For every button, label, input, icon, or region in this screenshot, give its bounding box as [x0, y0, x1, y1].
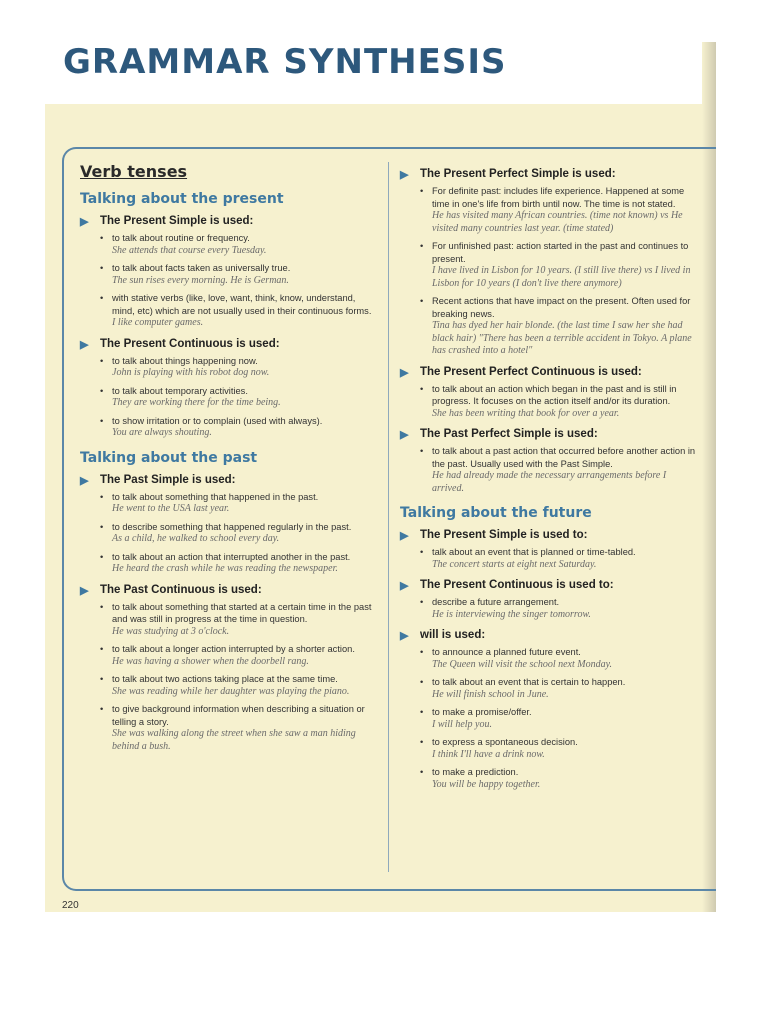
page-margin [716, 42, 768, 912]
main-heading: Verb tenses [80, 162, 188, 181]
rule-list [420, 185, 700, 358]
example-sentence: I will help you. [432, 718, 492, 730]
triangle-bullet-icon: ▶ [400, 630, 409, 642]
rule-text: to talk about temporary activities. [112, 385, 248, 396]
rule-item [100, 385, 380, 410]
rule-heading [80, 584, 380, 597]
rule-heading-label: The Past Simple is used: [100, 473, 236, 486]
rule-text: to show irritation or to complain (used with always). [112, 415, 323, 426]
example-sentence: I think I'll have a drink now. [432, 748, 545, 760]
section-heading: Talking about the present [80, 191, 284, 207]
example-sentence: I like computer games. [112, 317, 204, 328]
rule-heading [400, 529, 700, 542]
example-sentence: She was reading while her daughter was playing the piano. [112, 685, 350, 697]
example-sentence: John is playing with his robot dog now. [112, 367, 270, 378]
rule-item [100, 415, 380, 440]
rule-list [420, 546, 700, 571]
rule-item [100, 703, 380, 753]
rule-text: For unfinished past: action started in the past and continues to present. [432, 241, 689, 264]
rule-item [420, 240, 700, 290]
triangle-bullet-icon: ▶ [80, 584, 89, 597]
rule-list [100, 601, 380, 754]
rule-heading-label: The Past Continuous is used: [100, 583, 262, 596]
example-sentence: He will finish school in June. [432, 688, 549, 700]
rule-text: to make a prediction. [432, 767, 519, 777]
triangle-bullet-icon: ▶ [400, 580, 409, 592]
rule-text: to talk about an action which began in the past and is still in progress. It focuses on the action itself and/or its duration. [432, 383, 677, 406]
rule-heading [80, 338, 380, 351]
rule-item [100, 262, 380, 287]
rule-heading [400, 579, 700, 592]
example-sentence: She has been writing that book for over a year. [432, 407, 620, 419]
rule-list [420, 445, 700, 495]
column-divider [388, 162, 389, 872]
page-title: GRAMMAR SYNTHESIS [63, 42, 507, 82]
rule-heading [80, 474, 380, 487]
example-sentence: I have lived in Lisbon for 10 years. (I still live there) vs I lived in Lisbon for 10 years (I don't live there anymore) [432, 265, 691, 289]
rule-heading-label: The Present Simple is used to: [420, 529, 588, 541]
triangle-bullet-icon: ▶ [80, 216, 89, 228]
rule-list [100, 232, 380, 330]
page-number: 220 [62, 900, 79, 911]
rule-item [100, 292, 380, 330]
rule-text: to talk about something that happened in the past. [112, 491, 319, 502]
example-sentence: She was walking along the street when she saw a man hiding behind a bush. [112, 728, 356, 752]
section-heading: Talking about the future [400, 505, 592, 521]
title-band [45, 42, 716, 104]
rule-item [420, 383, 700, 421]
rule-heading [400, 428, 700, 441]
rule-text: to talk about an action that interrupted another in the past. [112, 551, 351, 562]
triangle-bullet-icon: ▶ [80, 338, 89, 351]
triangle-bullet-icon: ▶ [80, 474, 89, 487]
rule-text: to express a spontaneous decision. [432, 737, 578, 747]
rule-text: to talk about a longer action interrupted by a shorter action. [112, 644, 355, 654]
rule-text: to talk about something that started at a certain time in the past and was still in progress at the time in question. [112, 601, 372, 624]
rule-text: to announce a planned future event. [432, 647, 581, 657]
rule-item [420, 596, 700, 621]
rule-text: to talk about routine or frequency. [112, 233, 250, 243]
rule-text: to talk about facts taken as universally true. [112, 263, 291, 273]
rule-item [420, 185, 700, 235]
rule-text: to talk about things happening now. [112, 355, 258, 366]
rule-item [100, 643, 380, 668]
rule-item [420, 706, 700, 731]
rule-heading-label: will is used: [420, 629, 486, 641]
rule-list [420, 383, 700, 421]
rule-heading-label: The Present Continuous is used to: [420, 579, 614, 591]
triangle-bullet-icon: ▶ [400, 169, 409, 181]
rule-item [420, 676, 700, 701]
example-sentence: He went to the USA last year. [112, 503, 230, 514]
rule-list [420, 596, 700, 621]
rule-heading-label: The Past Perfect Simple is used: [420, 428, 598, 440]
rule-heading [80, 215, 380, 228]
example-sentence: The Queen will visit the school next Monday. [432, 658, 612, 670]
rule-item [420, 445, 700, 495]
rule-item [100, 355, 380, 380]
example-sentence: She attends that course every Tuesday. [112, 244, 267, 256]
rule-item [420, 295, 700, 358]
rule-text: to talk about an event that is certain to happen. [432, 677, 626, 687]
rule-text: to describe something that happened regularly in the past. [112, 521, 352, 532]
example-sentence: They are working there for the time being. [112, 397, 281, 408]
rule-item [100, 491, 380, 516]
rule-heading [400, 629, 700, 642]
rule-text: For definite past: includes life experience. Happened at some time in one's life from birth until now. The time is not stated. [432, 186, 685, 209]
rule-item [420, 766, 700, 791]
example-sentence: He heard the crash while he was reading the newspaper. [112, 563, 338, 574]
rule-heading-label: The Present Continuous is used: [100, 337, 280, 350]
rule-list [100, 491, 380, 576]
rule-text: to make a promise/offer. [432, 707, 532, 717]
example-sentence: The sun rises every morning. He is German. [112, 274, 289, 286]
rule-item [100, 551, 380, 576]
rule-item [420, 546, 700, 571]
example-sentence: You are always shouting. [112, 427, 212, 438]
right-column [400, 160, 700, 796]
rule-item [100, 601, 380, 639]
section-heading: Talking about the past [80, 449, 258, 466]
example-sentence: He has visited many African countries. (time not known) vs He visited many countries last year. (time stated) [432, 210, 683, 234]
rule-item [100, 232, 380, 257]
rule-heading-label: The Present Perfect Simple is used: [420, 168, 616, 180]
rule-text: talk about an event that is planned or time-tabled. [432, 547, 636, 557]
example-sentence: The concert starts at eight next Saturday. [432, 558, 597, 570]
rule-item [100, 521, 380, 546]
rule-heading [400, 168, 700, 181]
rule-text: describe a future arrangement. [432, 597, 560, 607]
example-sentence: He had already made the necessary arrangements before I arrived. [432, 470, 667, 494]
example-sentence: You will be happy together. [432, 778, 541, 790]
rule-item [420, 646, 700, 671]
example-sentence: As a child, he walked to school every day. [112, 533, 280, 544]
left-column [80, 162, 380, 758]
rule-text: to talk about a past action that occurred before another action in the past. Usually used with the Past Simple. [432, 446, 696, 469]
example-sentence: He was studying at 3 o'clock. [112, 625, 230, 637]
example-sentence: Tina has dyed her hair blonde. (the last time I saw her she had black hair) "There has been a terrible accident in Tokyo. A plane has crashed into a hotel" [432, 320, 692, 356]
rule-heading-label: The Present Perfect Continuous is used: [420, 365, 642, 378]
rule-heading [400, 366, 700, 379]
triangle-bullet-icon: ▶ [400, 366, 409, 379]
rule-heading-label: The Present Simple is used: [100, 215, 254, 227]
rule-text: Recent actions that have impact on the present. Often used for breaking news. [432, 296, 691, 319]
rule-item [100, 673, 380, 698]
triangle-bullet-icon: ▶ [400, 429, 409, 441]
rule-item [420, 736, 700, 761]
rule-text: with stative verbs (like, love, want, think, know, understand, mind, etc) which are not usually used in their continuous forms. [112, 293, 372, 316]
rule-list [100, 355, 380, 440]
rule-text: to give background information when describing a situation or telling a story. [112, 704, 365, 727]
example-sentence: He was having a shower when the doorbell rang. [112, 655, 309, 667]
example-sentence: He is interviewing the singer tomorrow. [432, 608, 591, 620]
rule-list [420, 646, 700, 791]
triangle-bullet-icon: ▶ [400, 530, 409, 542]
rule-text: to talk about two actions taking place at the same time. [112, 674, 338, 684]
